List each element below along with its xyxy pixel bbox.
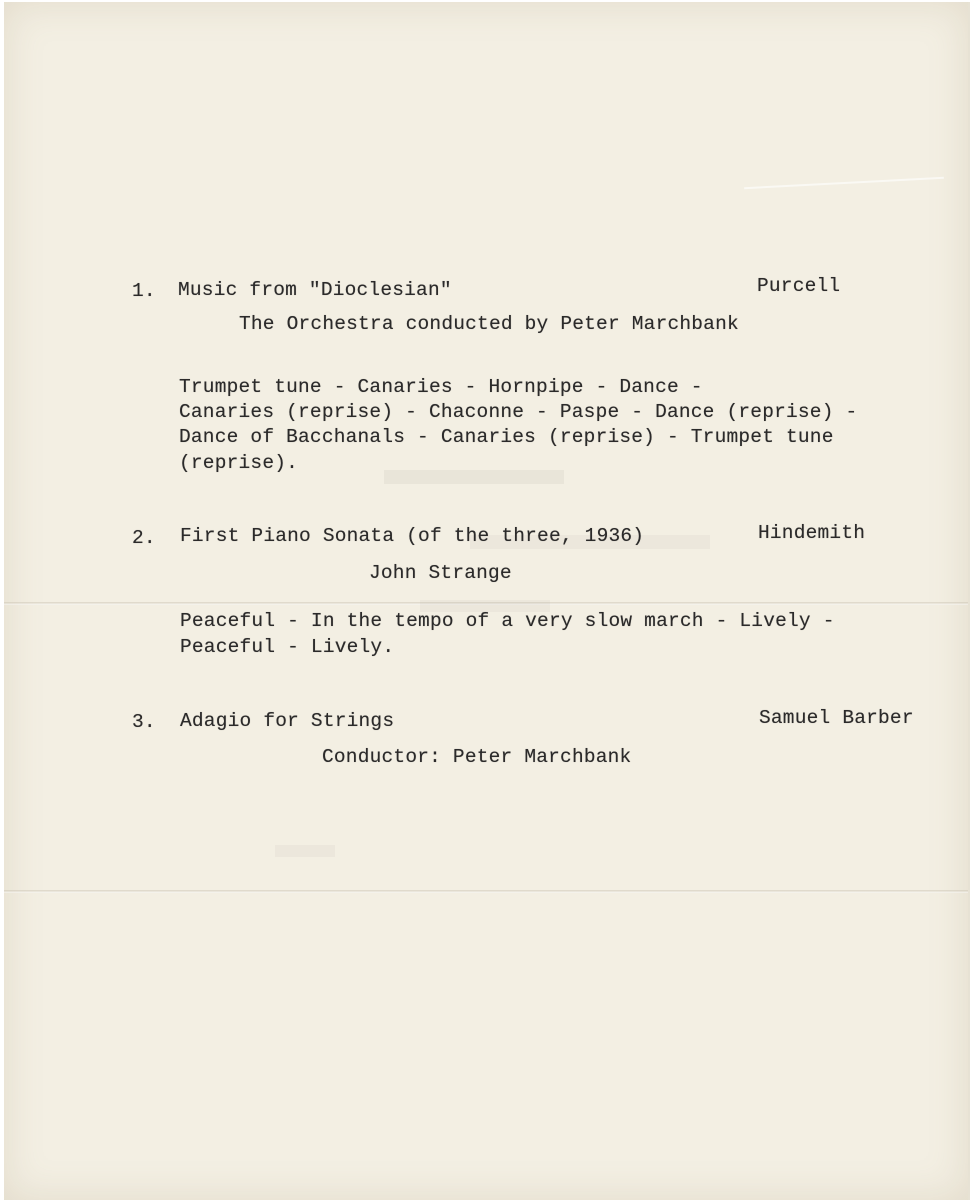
movement-line: Canaries (reprise) - Chaconne - Paspe - Dance (reprise) - bbox=[179, 401, 858, 423]
movement-line: Peaceful - In the tempo of a very slow march - Lively - bbox=[180, 610, 835, 632]
performer: John Strange bbox=[369, 562, 512, 584]
piece-title: Music from "Dioclesian" bbox=[178, 279, 452, 301]
item-number: 2. bbox=[132, 527, 156, 549]
piece-title: Adagio for Strings bbox=[180, 710, 395, 732]
paper-crease bbox=[744, 177, 944, 189]
movement-line: (reprise). bbox=[179, 452, 299, 474]
movement-line: Trumpet tune - Canaries - Hornpipe - Dance - bbox=[179, 376, 703, 398]
composer: Purcell bbox=[757, 275, 841, 297]
show-through-smudge bbox=[275, 845, 335, 857]
show-through-smudge bbox=[384, 470, 564, 484]
composer: Hindemith bbox=[758, 522, 866, 544]
item-number: 3. bbox=[132, 711, 156, 733]
paper-fold bbox=[4, 890, 968, 893]
piece-title: First Piano Sonata (of the three, 1936) bbox=[180, 525, 645, 547]
item-number: 1. bbox=[132, 280, 156, 302]
movement-line: Peaceful - Lively. bbox=[180, 636, 395, 658]
performer: Conductor: Peter Marchbank bbox=[322, 746, 632, 768]
composer: Samuel Barber bbox=[759, 707, 914, 729]
performer: The Orchestra conducted by Peter Marchbank bbox=[239, 313, 739, 335]
movement-line: Dance of Bacchanals - Canaries (reprise) - Trumpet tune bbox=[179, 426, 834, 448]
